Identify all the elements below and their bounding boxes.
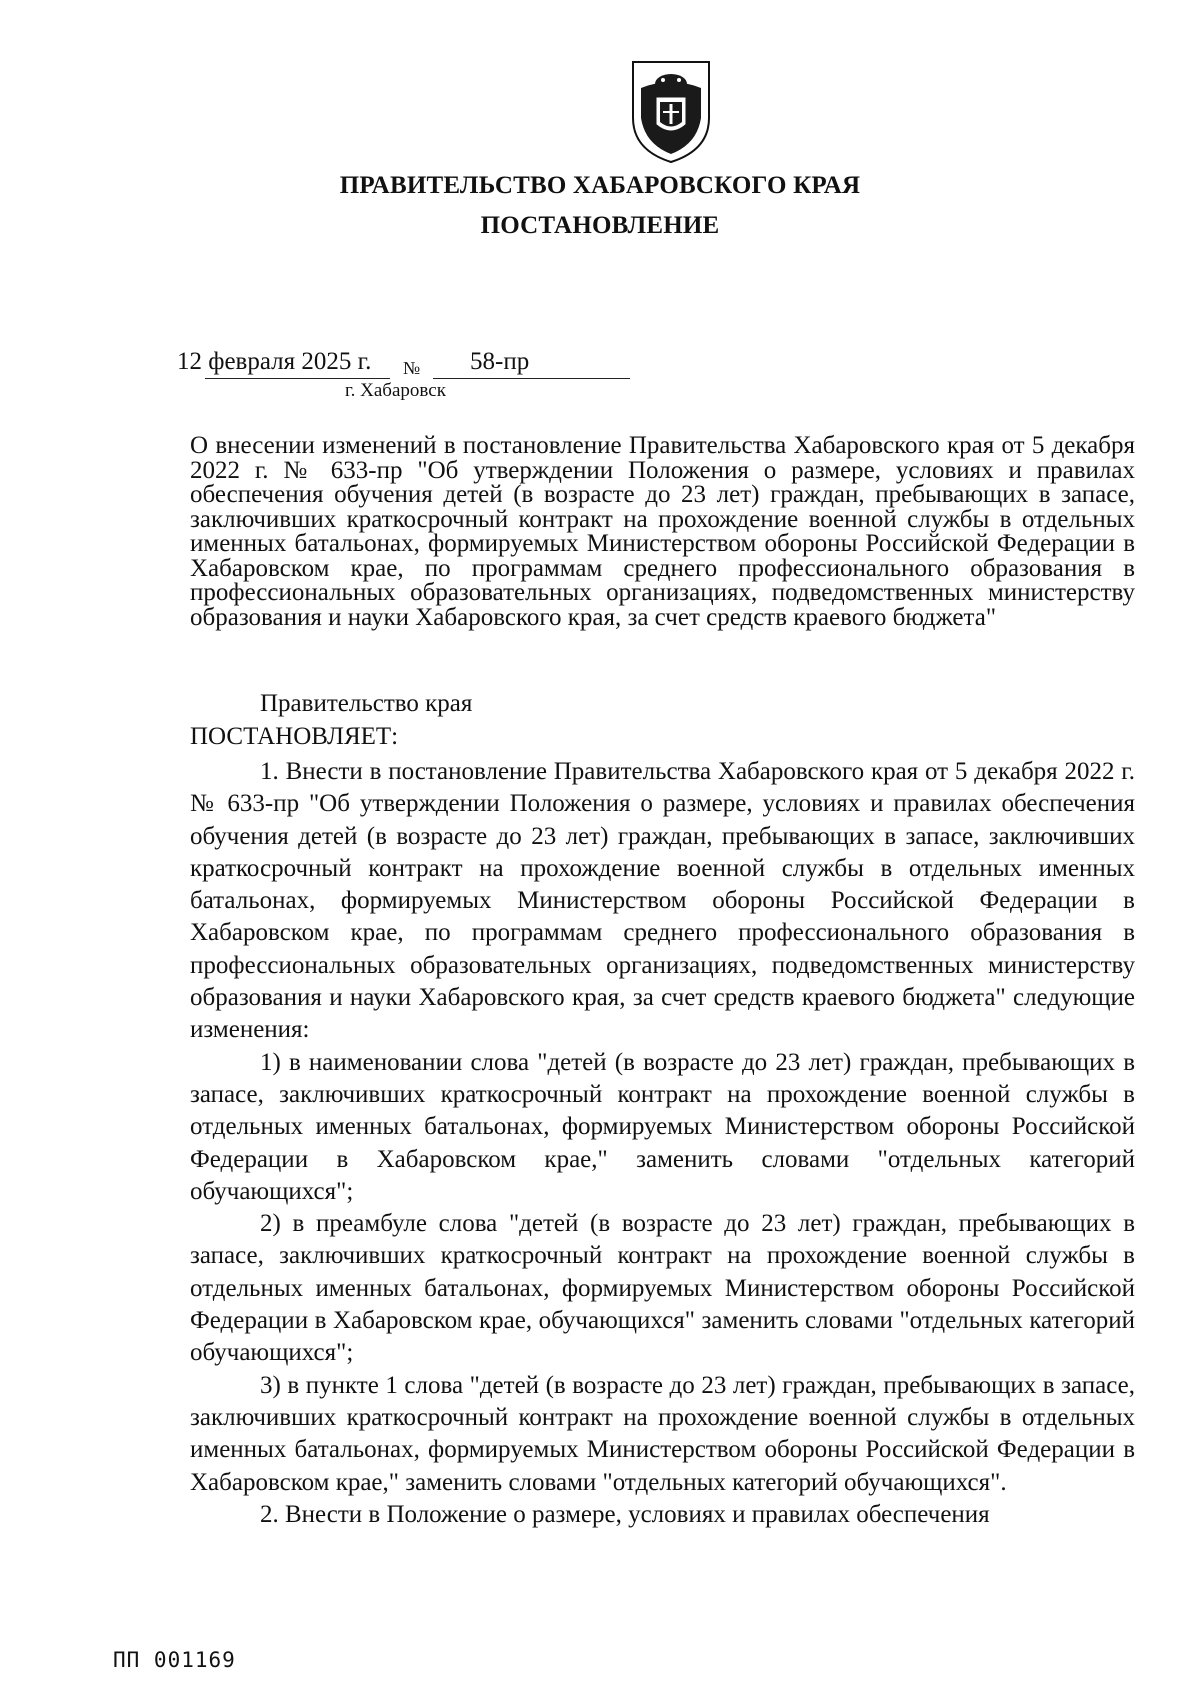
document-type: ПОСТАНОВЛЕНИЕ [480,212,720,239]
document-body [190,756,1135,1531]
date-underline [205,378,390,379]
subparagraph-3: 3) в пункте 1 слова "детей (в возрасте до 23 лет) граждан, пребывающих в запасе, заключивших краткосрочный контракт на прохождение военной службы в отдельных именных батальонах, формируемых Министерством обороны Российской Федерации в Хабаровском крае," заменить словами "отдельных категорий обучающихся". [190,1371,1135,1496]
organization-title: ПРАВИТЕЛЬСТВО ХАБАРОВСКОГО КРАЯ [339,172,861,199]
document-city: г. Хабаровск [345,380,446,401]
khabarovsk-coat-of-arms-icon [627,58,715,166]
paragraph-1: 1. Внести в постановление Правительства Хабаровского края от 5 декабря 2022 г. № 633-пр "Об утверждении Положения о размере, условиях и правилах обеспечения обучения детей (в возрасте до 23 лет) граждан, пребывающих в запасе, заключивших краткосрочный контракт на прохождение военной службы в отдельных именных батальонах, формируемых Министерством обороны Российской Федерации в Хабаровском крае, по программам среднего профессионального образования в профессиональных образовательных организациях, подведомственных министерству образования и науки Хабаровского края, за счет средств краевого бюджета" следующие изменения: [190,758,1135,1044]
document-meta [177,348,630,380]
government-line: Правительство края [260,690,473,717]
document-subject: О внесении изменений в постановление Правительства Хабаровского края от 5 декабря 2022 г. № 633-пр "Об утверждении Положения о размере, условиях и правилах обеспечения обучения детей (в возрасте до 23 лет) граждан, пребывающих в запасе, заключивших краткосрочный контракт на прохождение военной службы в отдельных именных батальонах, формируемых Министерством обороны Российской Федерации в Хабаровском крае, по программам среднего профессионального образования в профессиональных образовательных организациях, подведомственных министерству образования и науки Хабаровского края, за счет средств краевого бюджета" [190,432,1135,631]
number-sign: № [403,358,421,378]
document-date: 12 февраля 2025 г. [177,348,372,375]
document-number: 58-пр [470,348,530,375]
number-underline [433,378,630,379]
document-stamp: ПП 001169 [113,1648,236,1672]
subparagraph-1: 1) в наименовании слова "детей (в возрасте до 23 лет) граждан, пребывающих в запасе, заключивших краткосрочный контракт на прохождение военной службы в отдельных именных батальонах, формируемых Министерством обороны Российской Федерации в Хабаровском крае," заменить словами "отдельных категорий обучающихся"; [190,1048,1135,1205]
resolves-line: ПОСТАНОВЛЯЕТ: [190,723,399,750]
subparagraph-2: 2) в преамбуле слова "детей (в возрасте до 23 лет) граждан, пребывающих в запасе, заключивших краткосрочный контракт на прохождение военной службы в отдельных именных батальонах, формируемых Министерством обороны Российской Федерации в Хабаровском крае, обучающихся" заменить словами "отдельных категорий обучающихся"; [190,1210,1135,1367]
paragraph-2: 2. Внести в Положение о размере, условиях и правилах обеспечения [260,1500,990,1528]
